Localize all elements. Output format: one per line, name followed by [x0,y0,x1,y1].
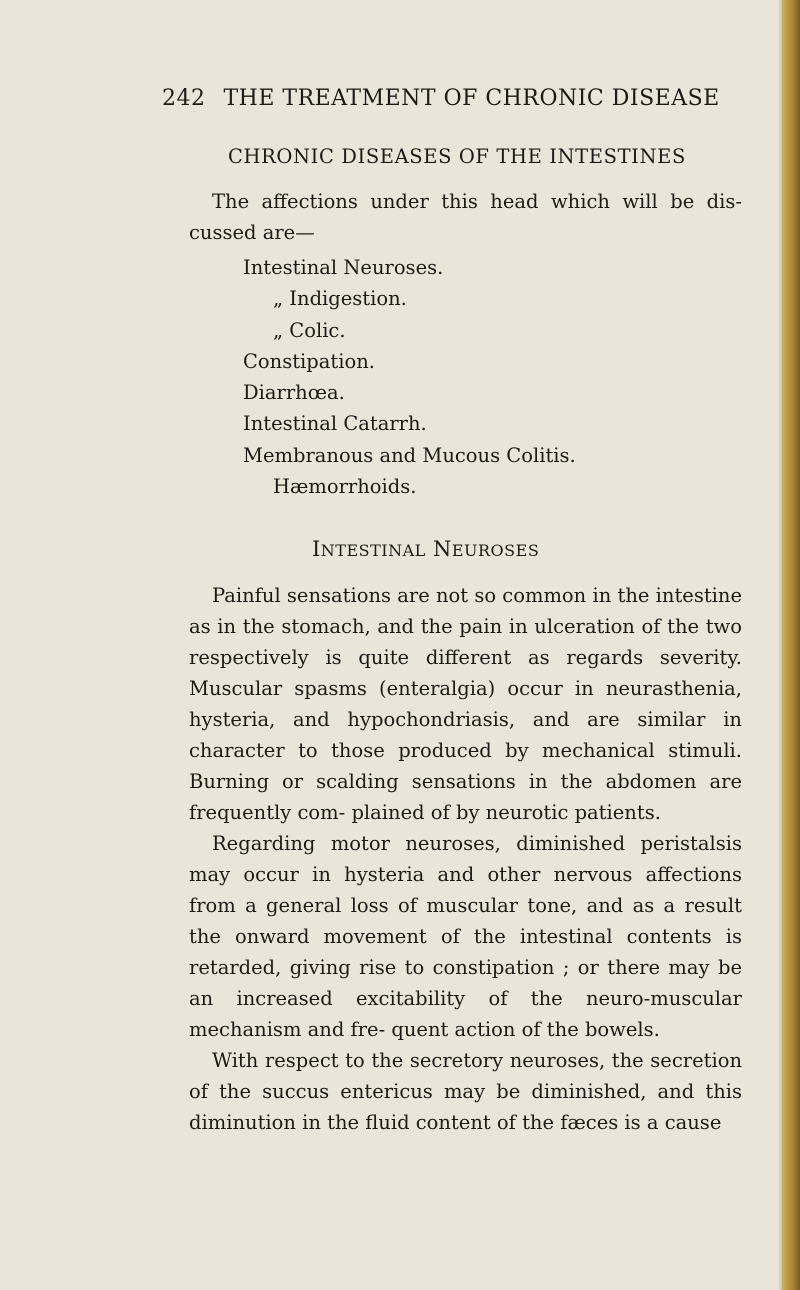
section-heading-initial-2: N [432,537,452,561]
section-heading-rest-1: NTESTINAL [320,541,426,560]
list-item: Intestinal Neuroses. [243,256,444,279]
list-item: Diarrhœa. [243,381,345,405]
body-text [189,580,742,1138]
paragraph: Painful sensations are not so common in the intestine as in the stomach, and the pain in ulceration of the two respectively is quite different as regards severity. Muscular spasms (enteralgia) occur in neurasthenia, hysteria, and hypochondriasis, and are similar in character to those produced by mechanical stimuli. Burning or scalding sensations in the abdomen are frequently com- plained of by neurotic patients. [189,584,742,824]
paragraph: With respect to the secretory neuroses, the secretion of the succus entericus may be diminished, and this diminution in the fluid content of the fæces is a cause [189,1049,742,1134]
list-item: Membranous and Mucous Colitis. [243,443,576,467]
list-item: „ Colic. [273,318,346,342]
list-item: „ Indigestion. [273,287,407,311]
running-head [162,86,722,111]
section-heading-initial-1: I [312,537,321,561]
running-head-title: THE TREATMENT OF CHRONIC DISEASE [223,86,720,111]
paragraph: Regarding motor neuroses, diminished peristalsis may occur in hysteria and other nervous affections from a general loss of muscular tone, and as a result the onward movement of the intestinal contents is retarded, giving rise to constipation ; or there may be an increased excitability of the neuro-muscular mechanism and fre- quent action of the bowels. [189,832,742,1041]
intro-paragraph: The affections under this head which will be dis- cussed are— [189,190,742,244]
list-item: Constipation. [243,349,375,373]
topic-list [243,252,576,502]
chapter-title: CHRONIC DISEASES OF THE INTESTINES [228,145,686,168]
list-item: Hæmorrhoids. [273,475,417,499]
list-item: Intestinal Catarrh. [243,412,427,436]
section-heading [312,537,539,561]
section-heading-rest-2: EUROSES [451,541,540,560]
page-number: 242 [162,86,206,111]
page-edge [782,0,800,1290]
